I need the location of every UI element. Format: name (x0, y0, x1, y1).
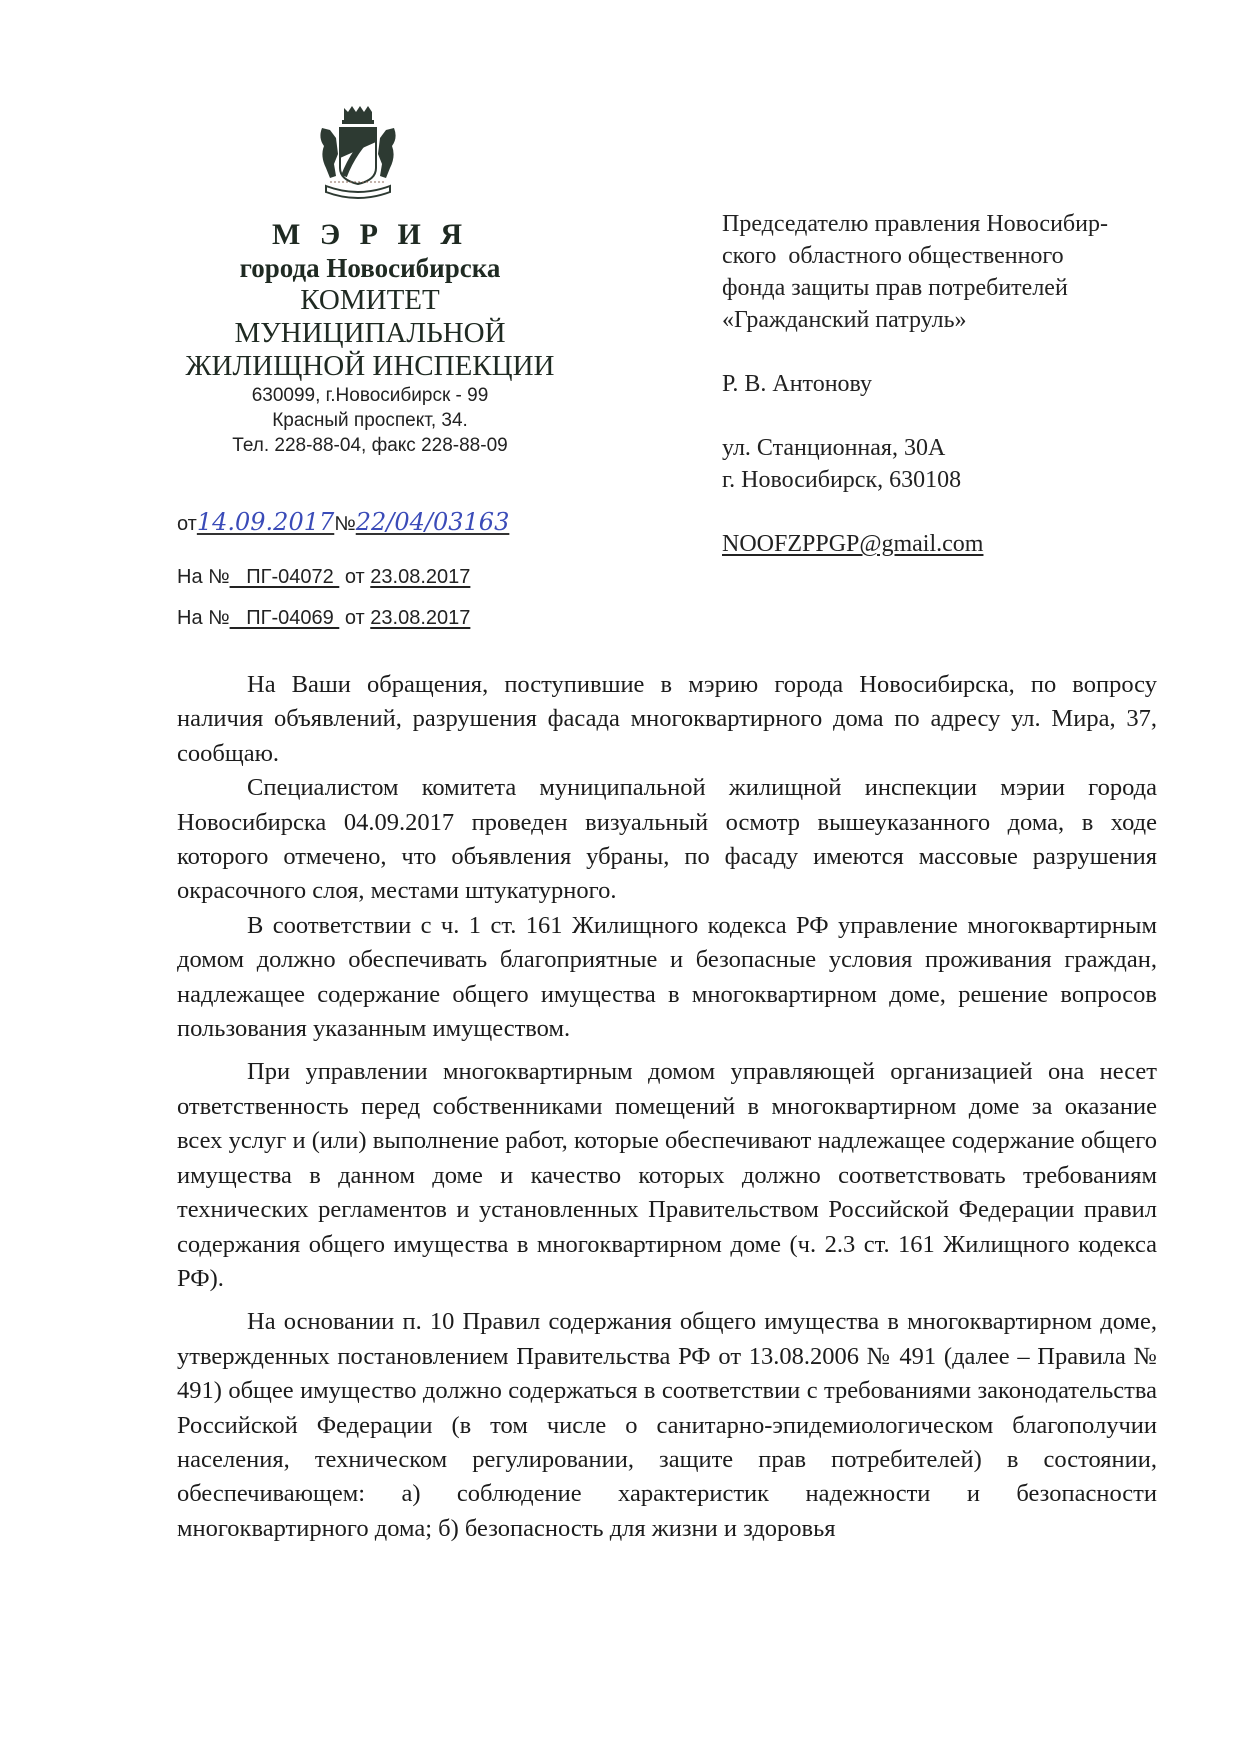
addressee-name: Р. В. Антонову (722, 371, 873, 397)
coat-of-arms-icon (308, 98, 408, 208)
reg-date-handwritten: 14.09.2017 (196, 508, 335, 536)
body-paragraph: На основании п. 10 Правил содержания общего имущества в многоквартирном доме, утвержденных постановлением Правительства РФ от 13.08.2006 № 491 (далее – Правила № 491) общее имущество должно содержаться в соответствии с требованиями законодательства Российской Федерации (в том числе о санитарно-эпидемиологическом благополучии населения, техническом регулировании, защите прав потребителей) в состоянии, обеспечивающем: а) соблюдение характеристик надежности и безопасности многоквартирного дома; б) безопасность для жизни и здоровья (177, 1308, 1157, 1542)
ref-number: ПГ-04072 (229, 566, 340, 588)
letterhead-phone: Тел. 228-88-04, факс 228-88-09 (232, 435, 508, 456)
outgoing-registration (177, 508, 509, 536)
letterhead-city: города Новосибирска (239, 253, 501, 283)
reg-number-label: № (334, 513, 356, 535)
addressee-street: ул. Станционная, 30А (722, 435, 946, 461)
ref-from-label: от (344, 607, 365, 629)
ref-number: ПГ-04069 (229, 607, 340, 629)
body-paragraph: При управлении многоквартирным домом управляющей организацией она несет ответственность перед собственниками помещений в многоквартирном доме за оказание всех услуг и (или) выполнение работ, которые обеспечивают надлежащее содержание общего имущества в данном доме и качество которых должно соответствовать требованиям технических регламентов и установленных Правительством Российской Федерации правил содержания общего имущества в многоквартирном доме (ч. 2.3 ст. 161 Жилищного кодекса РФ). (177, 1058, 1157, 1292)
body-paragraph: На Ваши обращения, поступившие в мэрию города Новосибирска, по вопросу наличия объявлений, разрушения фасада многоквартирного дома по адресу ул. Мира, 37, сообщаю. (177, 671, 1157, 767)
addressee-title-line: ского областного общественного (722, 243, 1064, 269)
letterhead-committee: КОМИТЕТ (300, 284, 440, 316)
letterhead-address-1: 630099, г.Новосибирск - 99 (251, 385, 489, 406)
addressee-title-line: Председателю правления Новосибир- (722, 211, 1108, 237)
addressee-title-line: фонда защиты прав потребителей (722, 275, 1068, 301)
letterhead-mayor: М Э Р И Я (272, 218, 468, 251)
reg-number-handwritten: 22/04/03163 (355, 508, 510, 536)
addressee-email-link[interactable]: NOOFZPPGP@gmail.com (722, 531, 984, 557)
ref-date: 23.08.2017 (370, 607, 471, 629)
addressee-block (722, 208, 1202, 560)
letterhead (170, 218, 570, 458)
body-paragraph: В соответствии с ч. 1 ст. 161 Жилищного кодекса РФ управление многоквартирным домом должно обеспечивать благоприятные и безопасные условия проживания граждан, надлежащее содержание общего имущества в многоквартирном доме, решение вопросов пользования указанным имуществом. (177, 911, 1157, 1043)
letterhead-address-2: Красный проспект, 34. (272, 410, 468, 431)
letterhead-municipal: МУНИЦИПАЛЬНОЙ (234, 317, 506, 349)
reference-line (177, 566, 470, 589)
reg-from-label: от (177, 513, 197, 535)
body-paragraph: Специалистом комитета муниципальной жилищной инспекции мэрии города Новосибирска 04.09.2017 проведен визуальный осмотр вышеуказанного дома, в ходе которого отмечено, что объявления убраны, по фасаду имеются массовые разрушения окрасочного слоя, местами штукатурного. (177, 774, 1157, 905)
reference-line (177, 607, 470, 630)
addressee-city: г. Новосибирск, 630108 (722, 467, 962, 493)
ref-date: 23.08.2017 (370, 566, 471, 588)
ref-from-label: от (344, 566, 365, 588)
letterhead-inspection: ЖИЛИЩНОЙ ИНСПЕКЦИИ (185, 350, 555, 382)
addressee-title-line: «Гражданский патруль» (722, 307, 967, 333)
ref-prefix: На № (177, 566, 230, 588)
letter-body (177, 668, 1157, 1546)
ref-prefix: На № (177, 607, 230, 629)
